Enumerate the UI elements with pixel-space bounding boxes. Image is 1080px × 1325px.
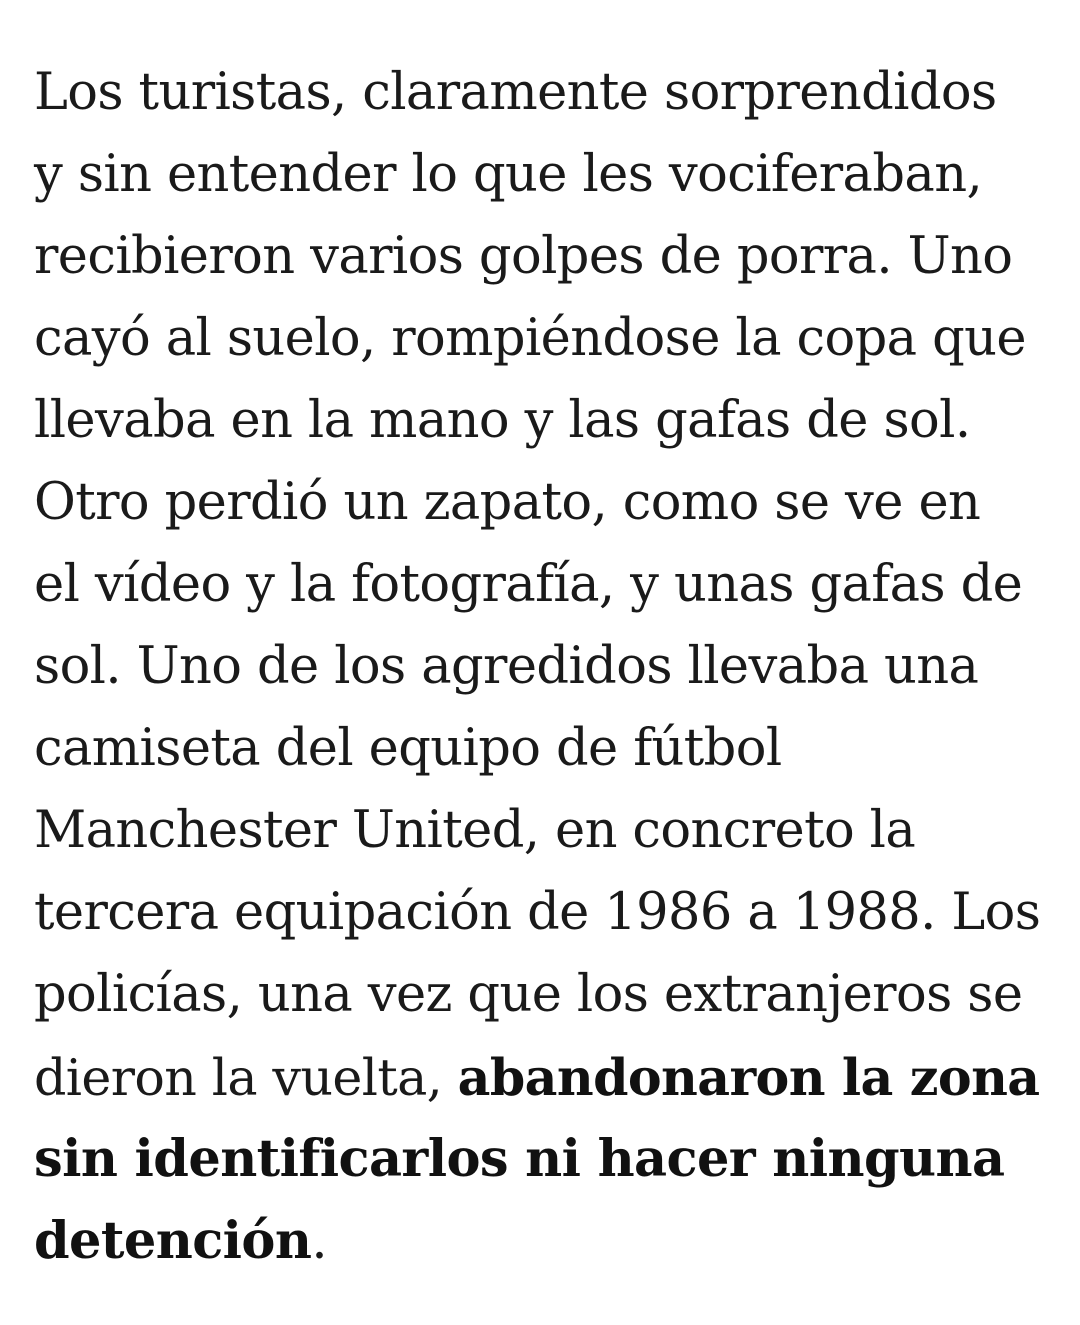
bold-emphasis-line: sin identificarlos ni hacer ninguna — [34, 1129, 1005, 1189]
text-line: Los turistas, claramente sorprendidos — [34, 63, 997, 122]
text-line: sol. Uno de los agredidos llevaba una — [34, 637, 979, 696]
text-regular-segment: dieron la vuelta, — [34, 1048, 458, 1107]
bold-emphasis-segment: detención — [34, 1211, 312, 1271]
text-line-mixed — [34, 1036, 1040, 1118]
text-line: llevaba en la mano y las gafas de sol. — [34, 391, 971, 450]
text-line: cayó al suelo, rompiéndose la copa que — [34, 309, 1026, 368]
text-line: y sin entender lo que les vociferaban, — [34, 145, 983, 204]
text-line-final — [34, 1200, 1034, 1282]
period: . — [311, 1212, 327, 1271]
text-line: recibieron varios golpes de porra. Uno — [34, 227, 1013, 286]
bold-emphasis-segment: abandonaron la zona — [457, 1047, 1040, 1107]
text-line: policías, una vez que los extranjeros se — [34, 965, 1023, 1024]
text-line: el vídeo y la fotografía, y unas gafas de — [34, 555, 1023, 614]
text-line: camiseta del equipo de fútbol — [34, 719, 782, 778]
text-line: tercera equipación de 1986 a 1988. Los — [34, 883, 1041, 942]
text-line: Manchester United, en concreto la — [34, 801, 916, 860]
text-line: Otro perdió un zapato, como se ve en — [34, 473, 981, 532]
article-paragraph — [34, 52, 1041, 1282]
